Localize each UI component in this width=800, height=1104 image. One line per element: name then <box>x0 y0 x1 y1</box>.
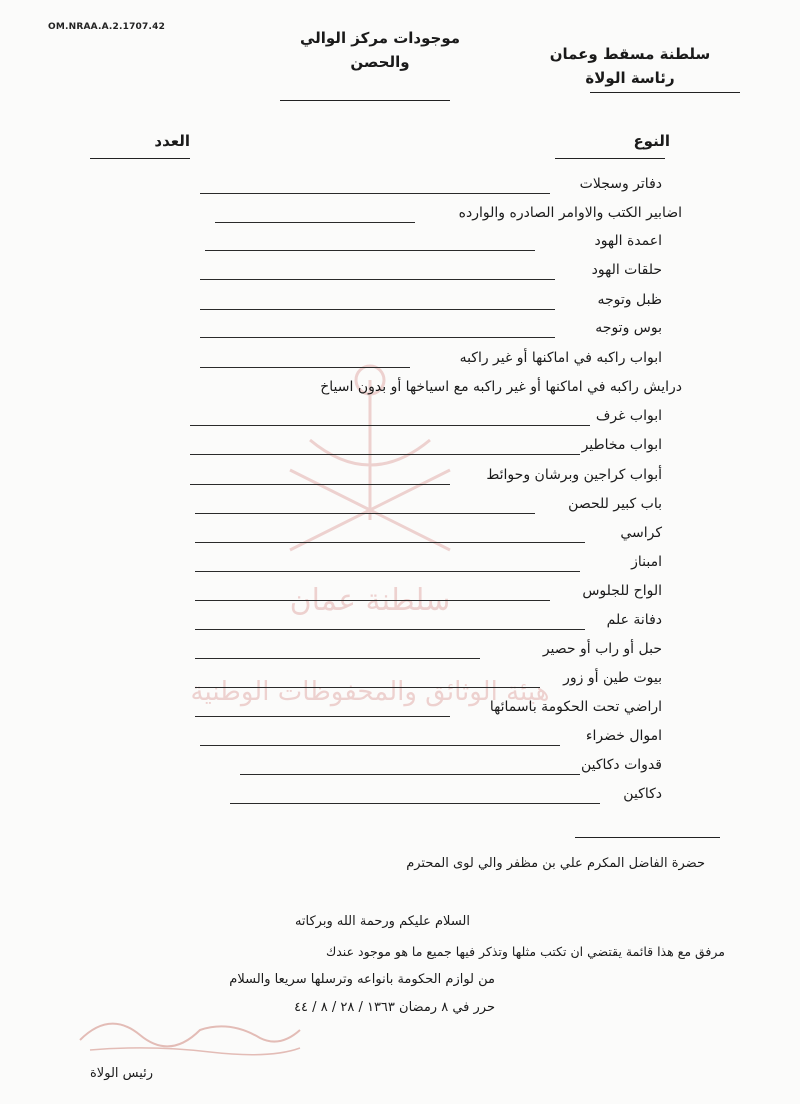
fill-in-line <box>195 600 550 601</box>
item-label: قدوات دكاكين <box>580 757 662 773</box>
fill-in-line <box>190 484 450 485</box>
item-label: ابواب مخاطير <box>581 437 662 453</box>
count-column-heading: العدد <box>154 132 190 150</box>
watermark-line-2: هيئة الوثائق والمحفوظات الوطنية <box>190 677 550 707</box>
item-label: بوس وتوجه <box>595 320 662 336</box>
list-item <box>0 233 800 261</box>
fill-in-line <box>200 279 555 280</box>
list-item <box>0 350 800 378</box>
item-label: حلقات الهود <box>591 262 662 278</box>
fill-in-line <box>205 250 535 251</box>
title-line-1: موجودات مركز الوالي <box>299 29 461 47</box>
letter-addressee: حضرة الفاضل المكرم علي بن مظفر والي لوى المحترم <box>406 856 705 871</box>
title-line-2: والحصن <box>350 53 410 71</box>
items-column-heading: النوع <box>633 132 670 150</box>
fill-in-line <box>200 745 560 746</box>
item-label: دفانة علم <box>606 612 662 628</box>
fill-in-line <box>195 571 580 572</box>
letter-date: حرر في ٨ رمضان ١٣٦٣ / ٢٨ / ٨ / ٤٤ <box>294 1000 495 1015</box>
fill-in-line <box>190 425 590 426</box>
list-item <box>0 176 800 204</box>
separator-line <box>575 837 720 838</box>
fill-in-line <box>190 454 580 455</box>
fill-in-line <box>195 629 585 630</box>
list-item <box>0 699 800 727</box>
fill-in-line <box>195 687 540 688</box>
list-item <box>0 525 800 553</box>
list-item <box>0 554 800 582</box>
list-item <box>0 379 800 407</box>
issuer-line-2: رئاسة الولاة <box>585 69 675 87</box>
item-label: امبناز <box>631 554 662 570</box>
fill-in-line <box>240 774 580 775</box>
item-label: اعمدة الهود <box>594 233 662 249</box>
letter-body-line-1: مرفق مع هذا قائمة يقتضي ان تكتب مثلها وتذكر فيها جميع ما هو موجود عندك <box>325 944 725 959</box>
item-label: كراسي <box>620 525 662 541</box>
fill-in-line <box>195 542 585 543</box>
item-label: ظبل وتوجه <box>597 292 662 308</box>
item-label: اراضي تحت الحكومة باسمائها <box>489 699 662 715</box>
list-item <box>0 641 800 669</box>
fill-in-line <box>195 716 450 717</box>
letter-body-line-2: من لوازم الحكومة بانواعه وترسلها سريعا والسلام <box>229 972 495 987</box>
fill-in-line <box>195 513 535 514</box>
list-item <box>0 320 800 348</box>
fill-in-line <box>200 337 555 338</box>
item-label: حبل أو راب أو حصير <box>542 641 662 657</box>
list-item <box>0 612 800 640</box>
items-heading-underline <box>555 158 665 159</box>
document-title <box>270 26 490 74</box>
item-label: دفاتر وسجلات <box>579 176 662 192</box>
item-label: أبواب كراجين وبرشان وحوائط <box>486 467 662 483</box>
count-heading-underline <box>90 158 190 159</box>
list-item <box>0 583 800 611</box>
list-item <box>0 757 800 785</box>
fill-in-line <box>215 222 415 223</box>
list-item <box>0 408 800 436</box>
item-label: الواح للجلوس <box>582 583 662 599</box>
signatory-title: رئيس الولاة <box>90 1066 154 1081</box>
item-label: ابواب راكبه في اماكنها أو غير راكبه <box>459 350 662 366</box>
item-label: باب كبير للحصن <box>568 496 662 512</box>
list-item <box>0 786 800 814</box>
list-item <box>0 728 800 756</box>
fill-in-line <box>200 193 550 194</box>
item-label: بيوت طين أو زور <box>563 670 662 686</box>
fill-in-line <box>195 658 480 659</box>
issuer-line-1: سلطنة مسقط وعمان <box>549 45 711 63</box>
fill-in-line <box>200 309 555 310</box>
item-label: اموال خضراء <box>585 728 662 744</box>
item-label: ابواب غرف <box>595 408 662 424</box>
letter-greeting: السلام عليكم ورحمة الله وبركاته <box>294 914 470 929</box>
list-item <box>0 262 800 290</box>
issuer-underline <box>590 92 740 93</box>
list-item <box>0 205 800 233</box>
list-item <box>0 467 800 495</box>
fill-in-line <box>230 803 600 804</box>
title-underline <box>280 100 450 101</box>
list-item <box>0 670 800 698</box>
issuer-header <box>520 42 740 90</box>
list-item <box>0 496 800 524</box>
list-item <box>0 292 800 320</box>
list-item <box>0 437 800 465</box>
watermark-line-1: سلطنة عمان <box>289 583 451 618</box>
signature-mark <box>70 1000 310 1060</box>
fill-in-line <box>200 367 410 368</box>
item-label: درايش راكبه في اماكنها أو غير راكبه مع اسياخها أو بدون اسياخ <box>320 379 682 395</box>
item-label: دكاكين <box>623 786 662 802</box>
item-label: اضابير الكتب والاوامر الصادره والوارده <box>458 205 682 221</box>
reference-code: OM.NRAA.A.2.1707.42 <box>48 22 166 32</box>
